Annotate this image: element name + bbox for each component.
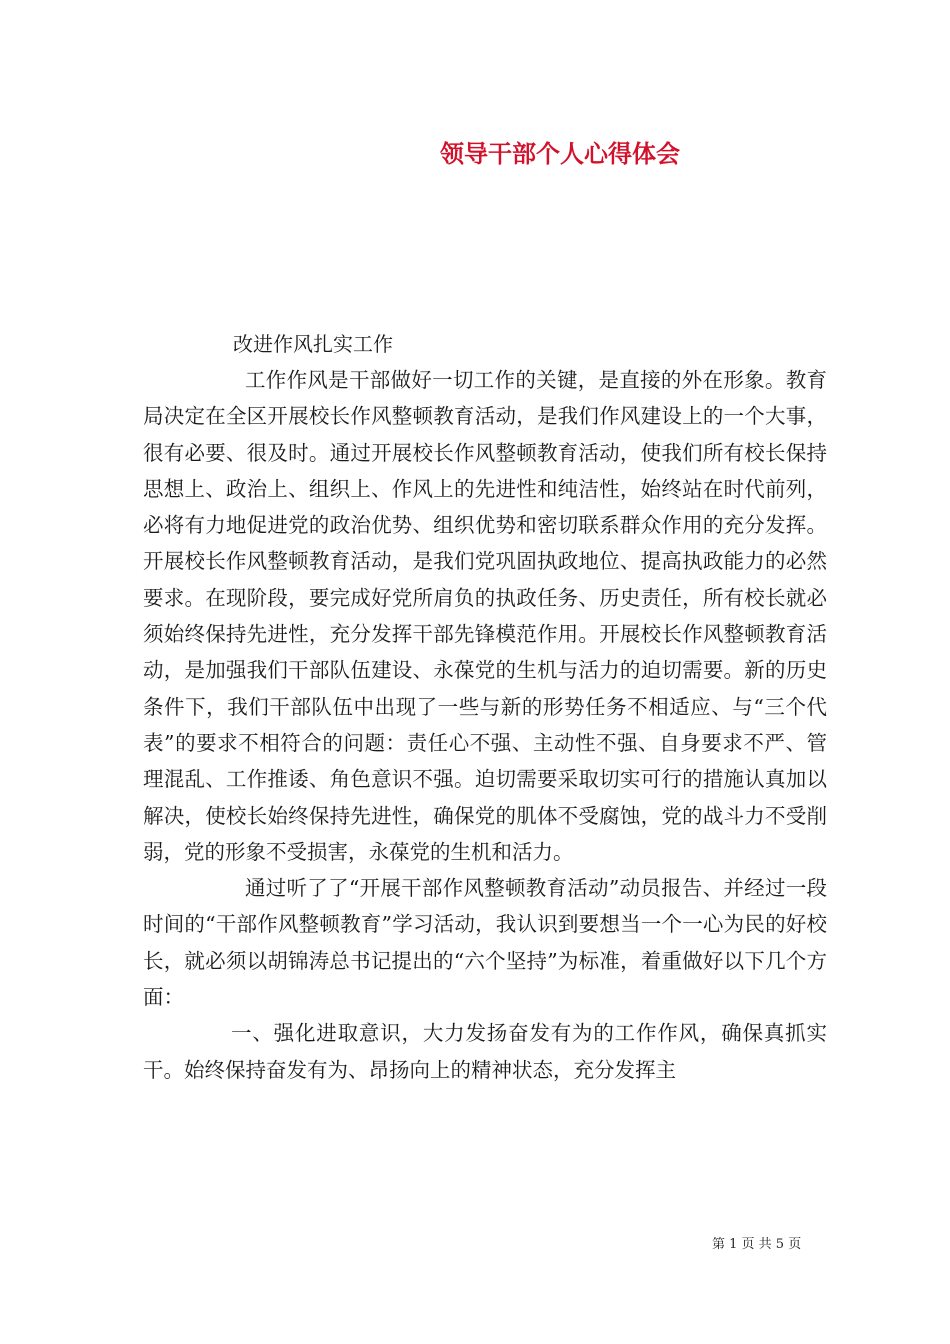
section-subheading: 改进作风扎实工作 <box>233 332 393 356</box>
document-body <box>143 362 827 1088</box>
body-paragraph: 工作作风是干部做好一切工作的关键，是直接的外在形象。教育局决定在全区开展校长作风整顿教育活动，是我们作风建设上的一个大事，很有必要、很及时。通过开展校长作风整顿教育活动，使我们所有校长保持思想上、政治上、组织上、作风上的先进性和纯洁性，始终站在时代前列，必将有力地促进党的政治优势、组织优势和密切联系群众作用的充分发挥。开展校长作风整顿教育活动，是我们党巩固执政地位、提高执政能力的必然要求。在现阶段，要完成好党所肩负的执政任务、历史责任，所有校长就必须始终保持先进性，充分发挥干部先锋模范作用。开展校长作风整顿教育活动，是加强我们干部队伍建设、永葆党的生机与活力的迫切需要。新的历史条件下，我们干部队伍中出现了一些与新的形势任务不相适应、与“三个代表”的要求不相符合的问题：责任心不强、主动性不强、自身要求不严、管理混乱、工作推诿、角色意识不强。迫切需要采取切实可行的措施认真加以解决，使校长始终保持先进性，确保党的肌体不受腐蚀，党的战斗力不受削弱，党的形象不受损害，永葆党的生机和活力。 <box>143 368 827 864</box>
body-paragraph: 通过听了了“开展干部作风整顿教育活动”动员报告、并经过一段时间的“干部作风整顿教育”学习活动，我认识到要想当一个一心为民的好校长，就必须以胡锦涛总书记提出的“六个坚持”为标准，着重做好以下几个方面： <box>143 876 827 1010</box>
page-number-footer: 第 1 页 共 5 页 <box>712 1237 802 1252</box>
body-paragraph: 一、强化进取意识，大力发扬奋发有为的工作作风，确保真抓实干。始终保持奋发有为、昂扬向上的精神状态，充分发挥主 <box>143 1021 827 1082</box>
document-title: 领导干部个人心得体会 <box>440 139 680 168</box>
